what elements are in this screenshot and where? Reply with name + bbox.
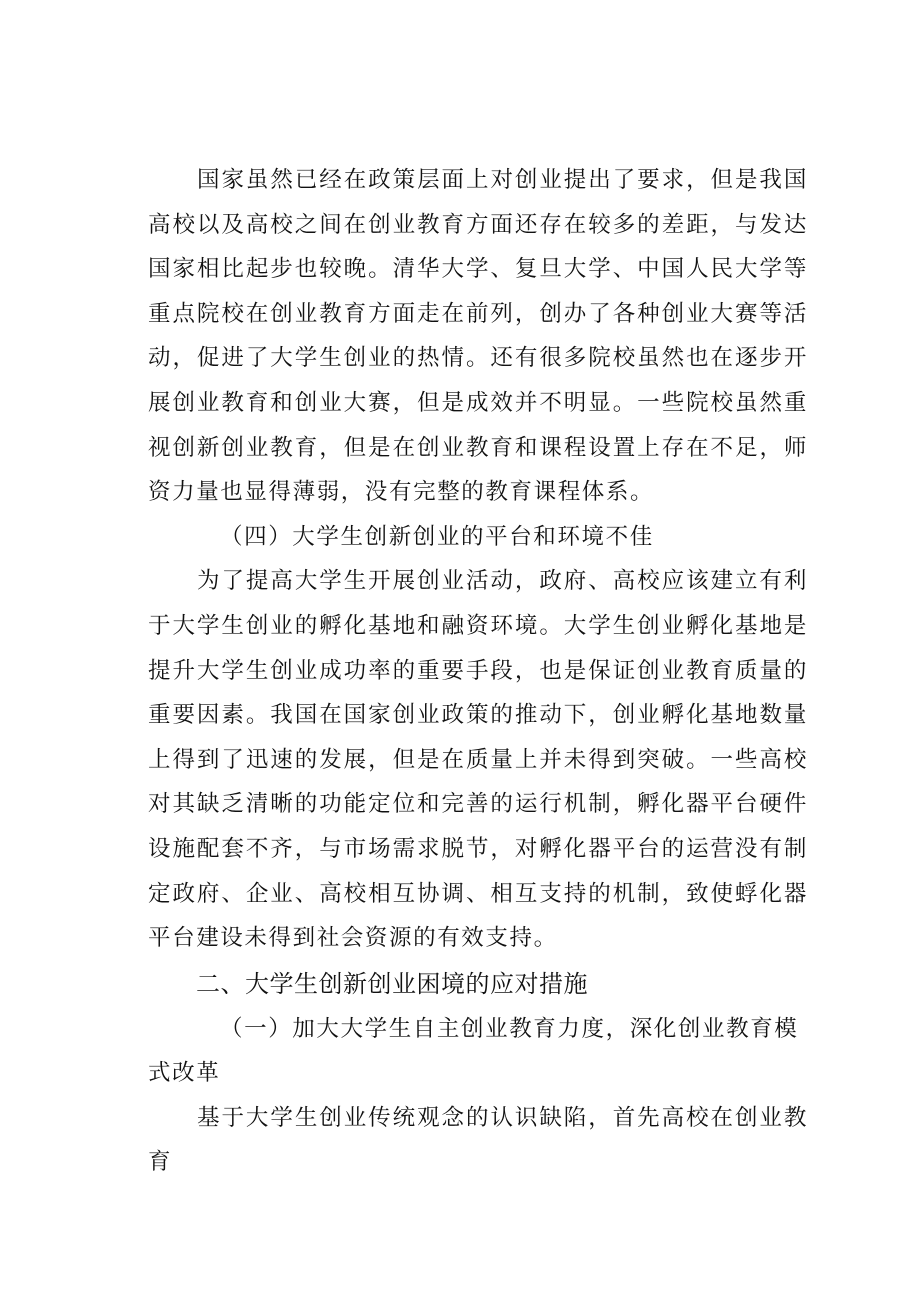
paragraph-entrepreneurship-education-gap: 国家虽然已经在政策层面上对创业提出了要求，但是我国高校以及高校之间在创业教育方面还存在较多的差距，与发达国家相比起步也较晚。清华大学、复旦大学、中国人民大学等重点院校在创业教育方面走在前列，创办了各种创业大赛等活动，促进了大学生创业的热情。还有很多院校虽然也在逐步开展创业教育和创业大赛，但是成效并不明显。一些院校虽然重视创新创业教育，但是在创业教育和课程设置上存在不足，师资力量也显得薄弱，没有完整的教育课程体系。 [148,167,808,506]
section-heading-countermeasures: 二、大学生创新创业困境的应对措施 [196,969,588,998]
subheading-platform-environment: （四）大学生创新创业的平台和环境不佳 [220,523,654,550]
subheading-education-reform: （一）加大大学生自主创业教育力度，深化创业教育模式改革 [148,1015,799,1087]
document-body [148,158,808,1185]
paragraph-incubation-base: 为了提高大学生开展创业活动，政府、高校应该建立有利于大学生创业的孵化基地和融资环境。大学生创业孵化基地是提升大学生创业成功率的重要手段，也是保证创业教育质量的重要因素。我国在国家创业政策的推动下，创业孵化基地数量上得到了迅速的发展，但是在质量上并未得到突破。一些高校对其缺乏清晰的功能定位和完善的运行机制，孵化器平台硬件设施配套不齐，与市场需求脱节，对孵化器平台的运营没有制定政府、企业、高校相互协调、相互支持的机制，致使蜉化器平台建设未得到社会资源的有效支持。 [148,568,808,952]
paragraph-traditional-concepts: 基于大学生创业传统观念的认识缺陷，首先高校在创业教育 [148,1104,808,1176]
